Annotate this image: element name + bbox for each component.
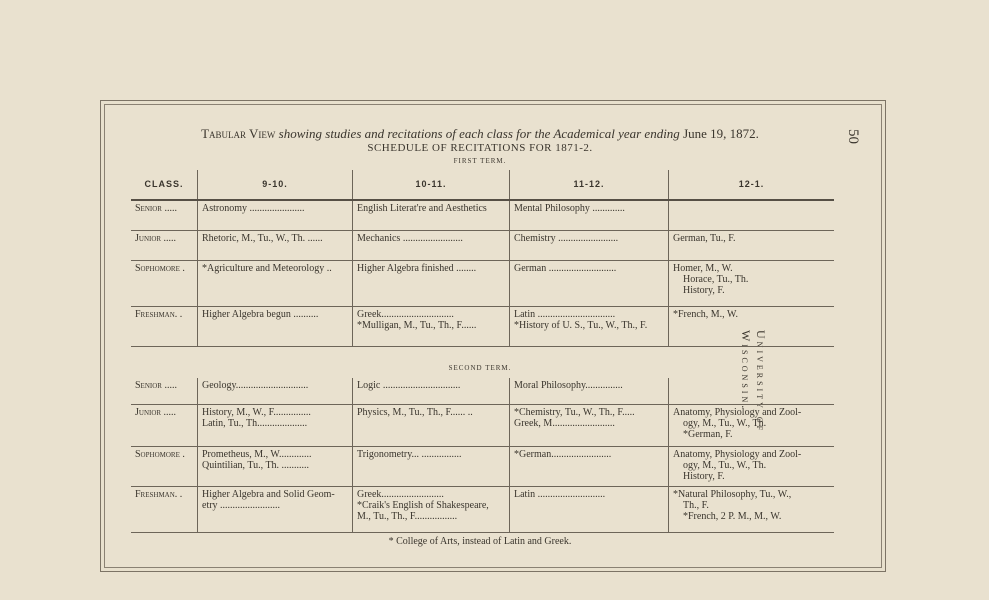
first-term-body [131,200,834,346]
subject-text: *Natural Philosophy, Tu., W., [673,488,792,500]
table-row [131,260,834,306]
table-row [131,306,834,346]
subject-cell [198,306,353,346]
subject-text: Mechanics ........................ [357,232,463,244]
subject-text: Higher Algebra and Solid Geom- [202,488,335,500]
class-cell: Junior ..... [131,230,198,260]
subject-text: Greek......................... [357,488,444,500]
subject-text: ogy, M., Tu., W., Th. [683,459,767,471]
subject-text: *German, F. [683,428,733,440]
class-cell: Sophomore . [131,260,198,306]
subject-cell [669,200,835,230]
subject-text: German, Tu., F. [673,232,736,244]
subject-text: Latin, Tu., Th.................... [202,417,308,429]
subject-cell [353,486,510,532]
subject-text: Moral Philosophy............... [514,380,623,391]
subject-text: Mental Philosophy ............. [514,203,625,214]
subject-cell [198,230,353,260]
subject-text: Trigonometry... ................ [357,448,462,460]
subject-cell [198,200,353,230]
class-cell: Junior ..... [131,404,198,446]
col-9-10-header: 9-10. [198,170,353,200]
subject-cell [669,486,835,532]
subject-text: *French, M., W. [673,308,738,320]
first-term-label: FIRST TERM. [453,157,507,165]
subject-cell [353,378,510,404]
second-term-label: SECOND TERM. [448,364,512,372]
subject-cell [510,200,669,230]
subject-text: Higher Algebra begun .......... [202,308,319,320]
subject-text: Astronomy ...................... [202,203,305,214]
subject-text: German ........................... [514,262,617,274]
class-cell: Freshman. . [131,486,198,532]
class-cell: Senior ..... [131,200,198,230]
subject-text: Homer, M., W. [673,262,733,274]
subject-text: Th., F. [683,499,709,511]
subject-text: *Craik's English of Shakespeare, [357,499,489,511]
table-row [131,446,834,486]
subject-text: Latin ........................... [514,488,606,500]
subject-cell [510,378,669,404]
subject-text: Geology............................. [202,380,309,391]
subject-cell [353,446,510,486]
subject-cell [669,378,835,404]
col-class-header: CLASS. [131,170,198,200]
col-10-11-header: 10-11. [353,170,510,200]
subject-cell [510,404,669,446]
subject-cell [353,404,510,446]
table-row [131,404,834,446]
subject-text: Anatomy, Physiology and Zool- [673,448,802,460]
subject-text: Higher Algebra finished ........ [357,262,477,274]
table-row [131,378,834,404]
subject-text: Chemistry ........................ [514,232,619,244]
subject-cell [198,260,353,306]
subject-cell [510,260,669,306]
subject-cell [510,306,669,346]
subject-text: *Mulligan, M., Tu., Th., F...... [357,319,477,331]
subject-text: Logic ............................... [357,380,461,391]
subject-cell [198,404,353,446]
subject-text: *German........................ [514,448,612,460]
subject-cell [510,486,669,532]
subject-cell [353,306,510,346]
subject-text: ogy, M., Tu., W., Th. [683,417,767,429]
class-cell: Freshman. . [131,306,198,346]
subject-text: etry ........................ [202,499,281,511]
subject-text: Quintilian, Tu., Th. ........... [202,459,310,471]
subject-text: *History of U. S., Tu., W., Th., F. [514,319,648,331]
page-title [120,126,840,141]
title-italic: showing studies and recitations of each class for the Academical year ending [278,126,680,141]
subject-cell [669,404,835,446]
col-12-1-header: 12-1. [669,170,835,200]
subject-cell [353,260,510,306]
subject-text: *Agriculture and Meteorology .. [202,262,332,274]
running-head: University of Wisconsin. [739,330,768,434]
subject-cell [669,230,835,260]
subject-text: Latin ............................... [514,308,616,320]
subject-text: *Chemistry, Tu., W., Th., F..... [514,406,635,418]
page-number: 50 [845,129,861,144]
subject-cell [198,446,353,486]
subject-text: *French, 2 P. M., M., W. [683,510,782,522]
subject-cell [198,486,353,532]
subject-text: Horace, Tu., Th. [683,273,749,285]
subject-cell [510,446,669,486]
subject-text: History, F. [683,284,725,296]
subject-text: History, M., W., F............... [202,406,311,418]
first-term-table [131,170,834,347]
title-lead: Tabular View [201,126,276,141]
subject-text: Greek, M......................... [514,417,615,429]
class-cell: Sophomore . [131,446,198,486]
table-row [131,486,834,532]
subject-text: Greek............................. [357,308,454,320]
title-tail: June 19, 1872. [683,126,759,141]
schedule-heading: SCHEDULE OF RECITATIONS FOR 1871-2. [367,142,593,154]
subject-cell [353,230,510,260]
subject-text: English Literat're and Aesthetics [357,203,487,214]
subject-cell [669,306,835,346]
subject-cell [669,260,835,306]
subject-text: Anatomy, Physiology and Zool- [673,406,802,418]
subject-text: History, F. [683,470,725,482]
table-row [131,230,834,260]
subject-text: Prometheus, M., W............. [202,448,312,460]
second-term-body [131,378,834,532]
subject-cell [510,230,669,260]
subject-cell [198,378,353,404]
subject-text: M., Tu., Th., F................. [357,510,458,522]
class-cell: Senior ..... [131,378,198,404]
footnote: * College of Arts, instead of Latin and Greek. [388,536,572,547]
table-row [131,200,834,230]
col-11-12-header: 11-12. [510,170,669,200]
subject-cell [353,200,510,230]
subject-cell [669,446,835,486]
subject-text: Physics, M., Tu., Th., F...... .. [357,406,473,418]
subject-text: Rhetoric, M., Tu., W., Th. ...... [202,232,323,244]
second-term-table [131,378,834,533]
